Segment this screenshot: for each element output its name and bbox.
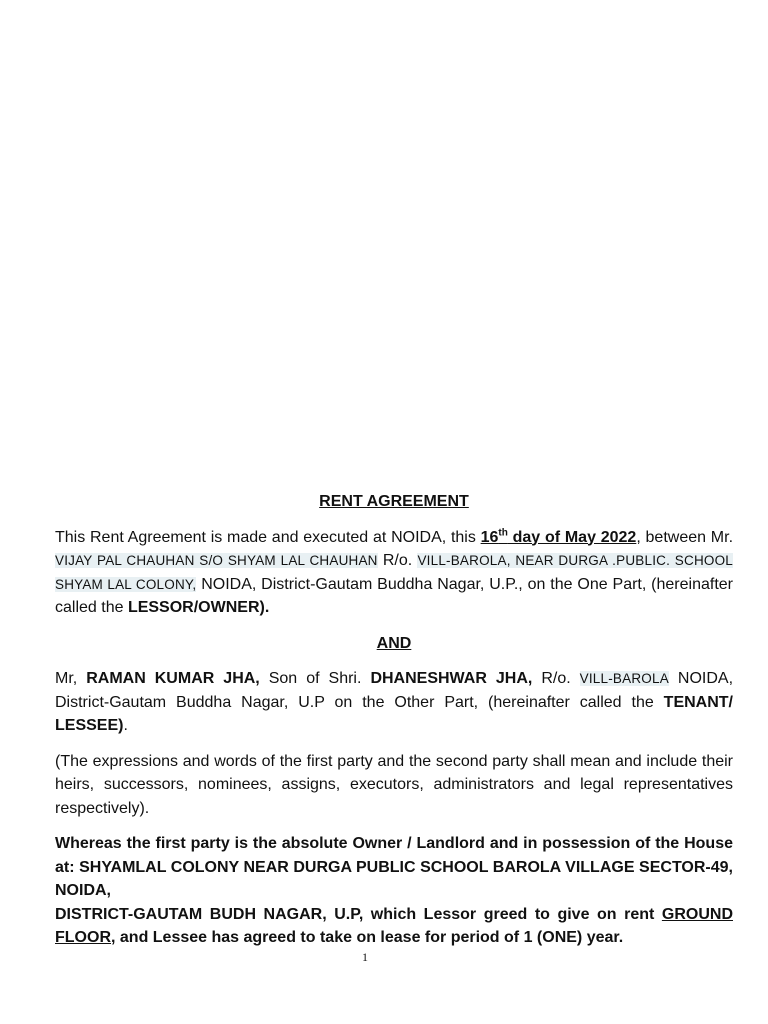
text-run: NOIDA, District-Gautam Buddha Nagar, U.P on the Other Part, (hereinafter called the [55, 670, 734, 711]
text-run: This Rent Agreement is made and executed at NOIDA, this [55, 528, 481, 546]
whereas-line-1: Whereas the first party is the absolute Owner / Landlord and in possession of the House at: SHYAMLAL COLONY NEAR DURGA PUBLIC SCHOOL BAROLA VILLAGE SECTOR-49, NOIDA, [55, 835, 733, 899]
and-heading: AND [376, 634, 412, 652]
page-number: 1 [362, 950, 368, 964]
text-run: NOIDA, District-Gautam Buddha Nagar, U.P., on the One Part, (hereinafter called the [55, 575, 733, 616]
text-run: Mr, [55, 670, 87, 687]
text-run: R/o. [377, 552, 418, 569]
date-rest: day of May 2022 [507, 528, 637, 546]
date-suffix: th [498, 527, 508, 539]
whereas-line-2-end: , and Lessee has agreed to take on lease for period of 1 (ONE) year. [111, 929, 624, 946]
expressions-paragraph: (The expressions and words of the first party and the second party shall mean and include their heirs, successors, nominees, assigns, executors, administrators and legal representatives respectively). [55, 752, 733, 817]
tenant-role: TENANT/ LESSEE) [55, 693, 733, 734]
text-run: R/o. [532, 670, 580, 687]
parties-paragraph-tenant [55, 667, 733, 738]
date-day: 16 [480, 528, 499, 546]
tenant-father-name: DHANESHWAR JHA, [370, 670, 533, 687]
document-body [55, 490, 733, 950]
text-run: Son of Shri. [259, 670, 371, 687]
document-title: RENT AGREEMENT [319, 493, 469, 510]
lessor-name-field: VIJAY PAL CHAUHAN S/O SHYAM LAL CHAUHAN [55, 553, 378, 568]
tenant-name: RAMAN KUMAR JHA, [86, 670, 260, 687]
whereas-paragraph [55, 832, 733, 950]
rented-floor: GROUND FLOOR [55, 905, 733, 946]
text-run: , between Mr. [636, 528, 734, 546]
lessor-role: LESSOR/OWNER). [127, 599, 270, 616]
tenant-address-field: VILL-BAROLA [579, 671, 669, 686]
parties-paragraph-lessor [55, 526, 733, 620]
lessor-address-field: VILL-BAROLA, NEAR DURGA .PUBLIC. SCHOOL SHYAM LAL COLONY, [55, 553, 734, 592]
agreement-date [481, 529, 637, 546]
whereas-line-2: DISTRICT-GAUTAM BUDH NAGAR, U.P, which Lessor greed to give on rent [55, 905, 662, 923]
text-run: . [123, 717, 128, 734]
